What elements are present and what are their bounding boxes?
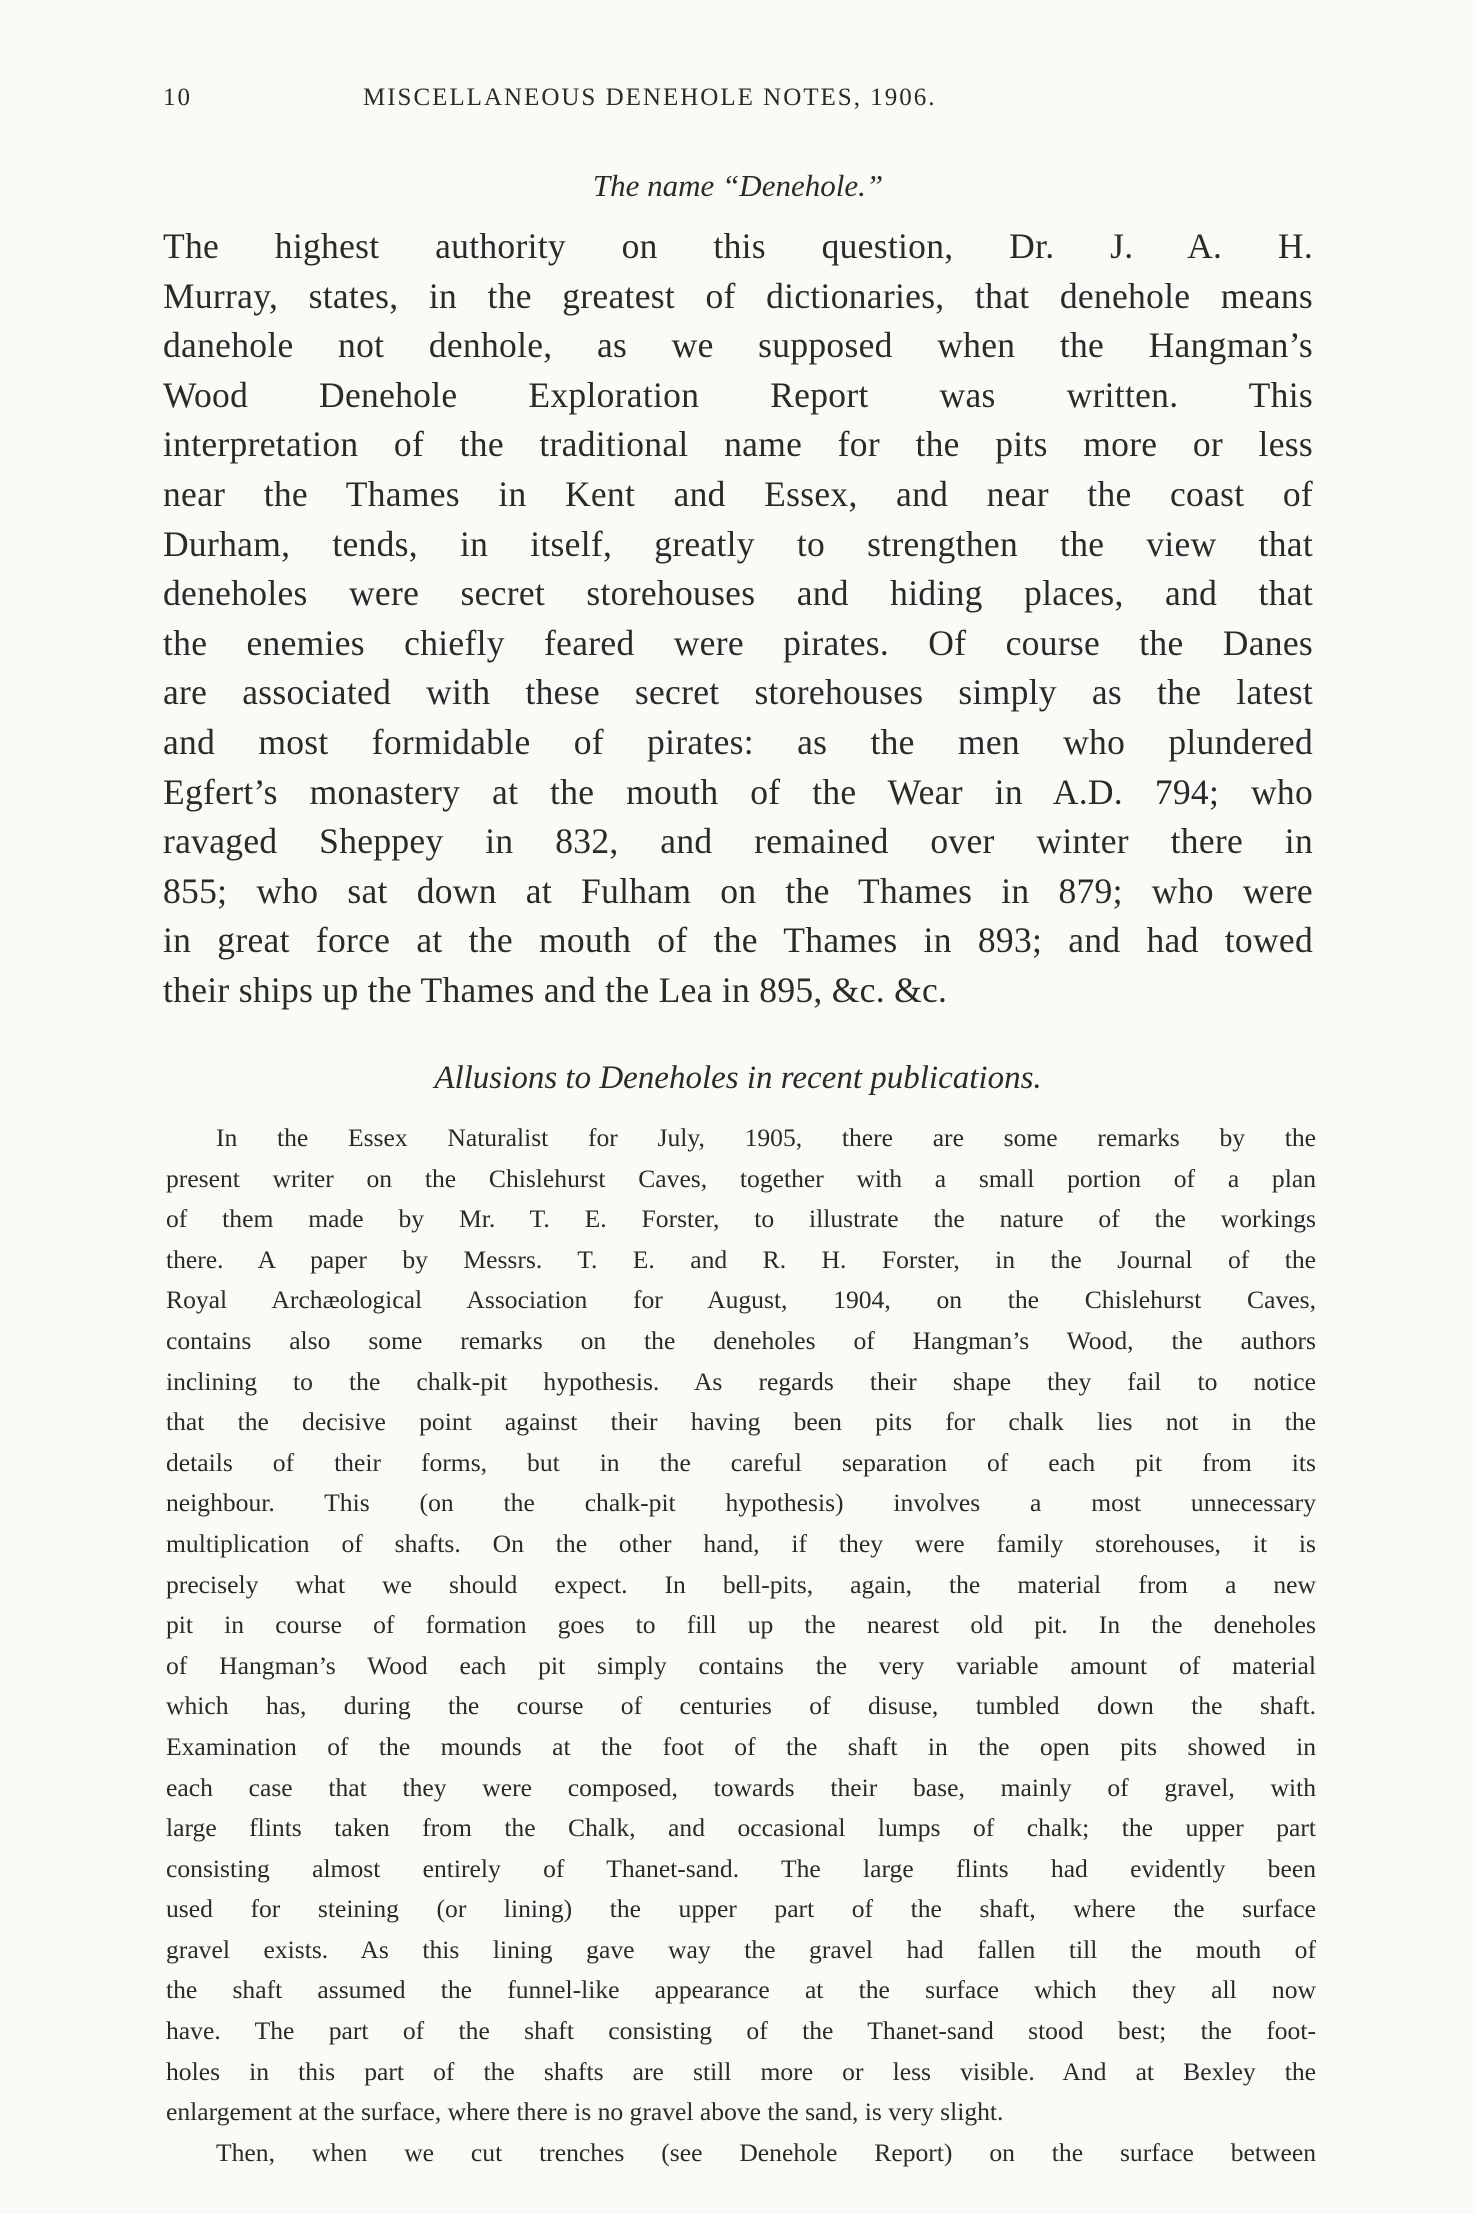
text-line: multiplication of shafts. On the other hand, if they were family storehouses, it is [166,1528,1316,1558]
text-line: in great force at the mouth of the Thames in 893; and had towed [163,920,1313,961]
text-line: used for steining (or lining) the upper part of the shaft, where the surface [166,1894,1316,1924]
text-line: the shaft assumed the funnel-like appearance at the surface which they all now [166,1975,1316,2005]
text-line: large flints taken from the Chalk, and occasional lumps of chalk; the upper part [166,1813,1316,1843]
text-line: of them made by Mr. T. E. Forster, to illustrate the nature of the workings [166,1204,1316,1234]
text-line: danehole not denhole, as we supposed when the Hangman’s [163,325,1313,366]
section-body-allusions [166,1118,1316,2173]
text-line: Egfert’s monastery at the mouth of the Wear in A.D. 794; who [163,771,1313,812]
text-line: that the decisive point against their having been pits for chalk lies not in the [166,1407,1316,1437]
text-line: ravaged Sheppey in 832, and remained over winter there in [163,821,1313,862]
text-line: Durham, tends, in itself, greatly to strengthen the view that [163,523,1313,564]
text-line: contains also some remarks on the deneholes of Hangman’s Wood, the authors [166,1325,1316,1355]
text-line: the enemies chiefly feared were pirates. Of course the Danes [163,622,1313,663]
section-heading-allusions: Allusions to Deneholes in recent publications. [434,1060,1042,1096]
section-body-name-denehole [163,222,1313,1016]
running-head [163,84,1103,124]
text-line: Examination of the mounds at the foot of the shaft in the open pits showed in [166,1731,1316,1761]
text-line: each case that they were composed, towards their base, mainly of gravel, with [166,1772,1316,1802]
text-line: precisely what we should expect. In bell-pits, again, the material from a new [166,1569,1316,1599]
text-line: 855; who sat down at Fulham on the Thames in 879; who were [163,870,1313,911]
text-line: inclining to the chalk-pit hypothesis. As regards their shape they fail to notice [166,1366,1316,1396]
text-line: consisting almost entirely of Thanet-sand. The large flints had evidently been [166,1853,1316,1883]
text-line: there. A paper by Messrs. T. E. and R. H. Forster, in the Journal of the [166,1244,1316,1274]
running-title: MISCELLANEOUS DENEHOLE NOTES, 1906. [363,84,937,111]
text-line: Murray, states, in the greatest of dictionaries, that denehole means [163,275,1313,316]
text-line: pit in course of formation goes to fill up the nearest old pit. In the deneholes [166,1610,1316,1640]
text-line: gravel exists. As this lining gave way the gravel had fallen till the mouth of [166,1934,1316,1964]
section-heading-name-denehole: The name “Denehole.” [592,168,884,203]
text-line: which has, during the course of centuries of disuse, tumbled down the shaft. [166,1691,1316,1721]
text-line: have. The part of the shaft consisting of the Thanet-sand stood best; the foot- [166,2016,1316,2046]
text-line: Royal Archæological Association for August, 1904, on the Chislehurst Caves, [166,1285,1316,1315]
text-line: of Hangman’s Wood each pit simply contains the very variable amount of material [166,1650,1316,1680]
text-line: their ships up the Thames and the Lea in 895, &c. &c. [163,969,948,1010]
text-line: neighbour. This (on the chalk-pit hypothesis) involves a most unnecessary [166,1488,1316,1518]
text-line: The highest authority on this question, Dr. J. A. H. [163,226,1313,266]
page-number: 10 [163,84,192,111]
text-line: details of their forms, but in the careful separation of each pit from its [166,1447,1316,1477]
text-line: Wood Denehole Exploration Report was written. This [163,374,1313,415]
text-line: deneholes were secret storehouses and hiding places, and that [163,573,1313,614]
text-line: enlargement at the surface, where there is no gravel above the sand, is very slight. [166,2097,1004,2127]
text-line: present writer on the Chislehurst Caves, together with a small portion of a plan [166,1163,1316,1193]
text-line: Then, when we cut trenches (see Denehole Report) on the surface between [216,2137,1316,2167]
text-line: interpretation of the traditional name for the pits more or less [163,424,1313,465]
text-line: are associated with these secret storehouses simply as the latest [163,672,1313,713]
text-line: and most formidable of pirates: as the men who plundered [163,721,1313,762]
text-line: near the Thames in Kent and Essex, and near the coast of [163,473,1313,514]
text-line: In the Essex Naturalist for July, 1905, there are some remarks by the [216,1123,1316,1152]
text-line: holes in this part of the shafts are still more or less visible. And at Bexley the [166,2056,1316,2086]
